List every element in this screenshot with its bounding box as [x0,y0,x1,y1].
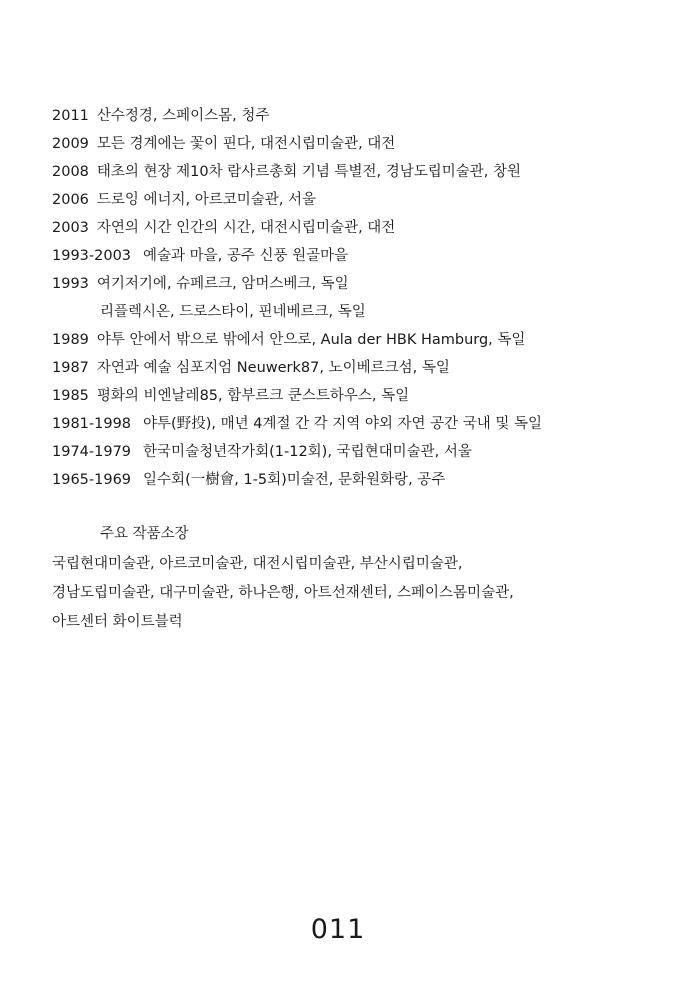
collection-line: 국립현대미술관, 아르코미술관, 대전시립미술관, 부산시립미술관, [52,556,463,572]
exhibition-row [52,130,652,158]
exhibition-description: 자연과 예술 심포지엄 Neuwerk87, 노이베르크섬, 독일 [96,360,450,376]
exhibition-row [52,270,652,298]
exhibition-year: 1987 [52,360,89,376]
exhibition-year: 1993 [52,276,89,292]
exhibition-row [52,466,652,494]
exhibition-row [52,410,652,438]
exhibition-description: 리플렉시온, 드로스타이, 핀네베르크, 독일 [100,304,366,320]
page-number: 011 [310,914,366,945]
exhibition-description: 야투(野投), 매년 4계절 간 각 지역 야외 자연 공간 국내 및 독일 [143,416,543,432]
exhibition-description: 드로잉 에너지, 아르코미술관, 서울 [96,192,317,208]
exhibition-year: 1974-1979 [52,444,132,460]
collection-section [52,520,652,637]
exhibition-description: 산수정경, 스페이스몸, 청주 [96,108,270,124]
exhibition-description: 태초의 현장 제10차 람사르총회 기념 특별전, 경남도립미술관, 창원 [96,164,522,180]
exhibition-description: 여기저기에, 슈페르크, 암머스베크, 독일 [96,276,349,292]
exhibition-row [52,242,652,270]
exhibition-description: 예술과 마을, 공주 신풍 원골마을 [143,248,349,264]
exhibition-row [52,382,652,410]
exhibition-year: 1965-1969 [52,472,132,488]
exhibition-row [52,214,652,242]
collection-title: 주요 작품소장 [100,526,189,542]
exhibition-year: 1985 [52,388,89,404]
exhibition-row [52,158,652,186]
exhibition-row [52,102,652,130]
exhibition-year: 1981-1998 [52,416,132,432]
exhibition-year: 2011 [52,108,89,124]
collection-line: 경남도립미술관, 대구미술관, 하나은행, 아트선재센터, 스페이스몸미술관, [52,585,514,601]
exhibition-list [52,102,652,494]
collection-line: 아트센터 화이트블럭 [52,614,183,630]
exhibition-description: 일수회(一樹會, 1-5회)미술전, 문화원화랑, 공주 [143,472,446,488]
exhibition-row [52,326,652,354]
exhibition-description: 한국미술청년작가회(1-12회), 국립현대미술관, 서울 [143,444,472,460]
exhibition-row [52,438,652,466]
exhibition-description: 모든 경계에는 꽃이 핀다, 대전시립미술관, 대전 [96,136,396,152]
exhibition-year: 2008 [52,164,89,180]
exhibition-year [52,298,92,326]
exhibition-row [52,298,652,326]
exhibition-year: 1989 [52,332,89,348]
exhibition-year: 2006 [52,192,89,208]
exhibition-description: 자연의 시간 인간의 시간, 대전시립미술관, 대전 [96,220,396,236]
exhibition-year: 2003 [52,220,89,236]
exhibition-year: 2009 [52,136,89,152]
exhibition-row [52,354,652,382]
exhibition-description: 야투 안에서 밖으로 밖에서 안으로, Aula der HBK Hamburg, 독일 [96,332,526,348]
exhibition-year: 1993-2003 [52,248,132,264]
exhibition-row [52,186,652,214]
exhibition-description: 평화의 비엔날레85, 함부르크 쿤스트하우스, 독일 [96,388,410,404]
